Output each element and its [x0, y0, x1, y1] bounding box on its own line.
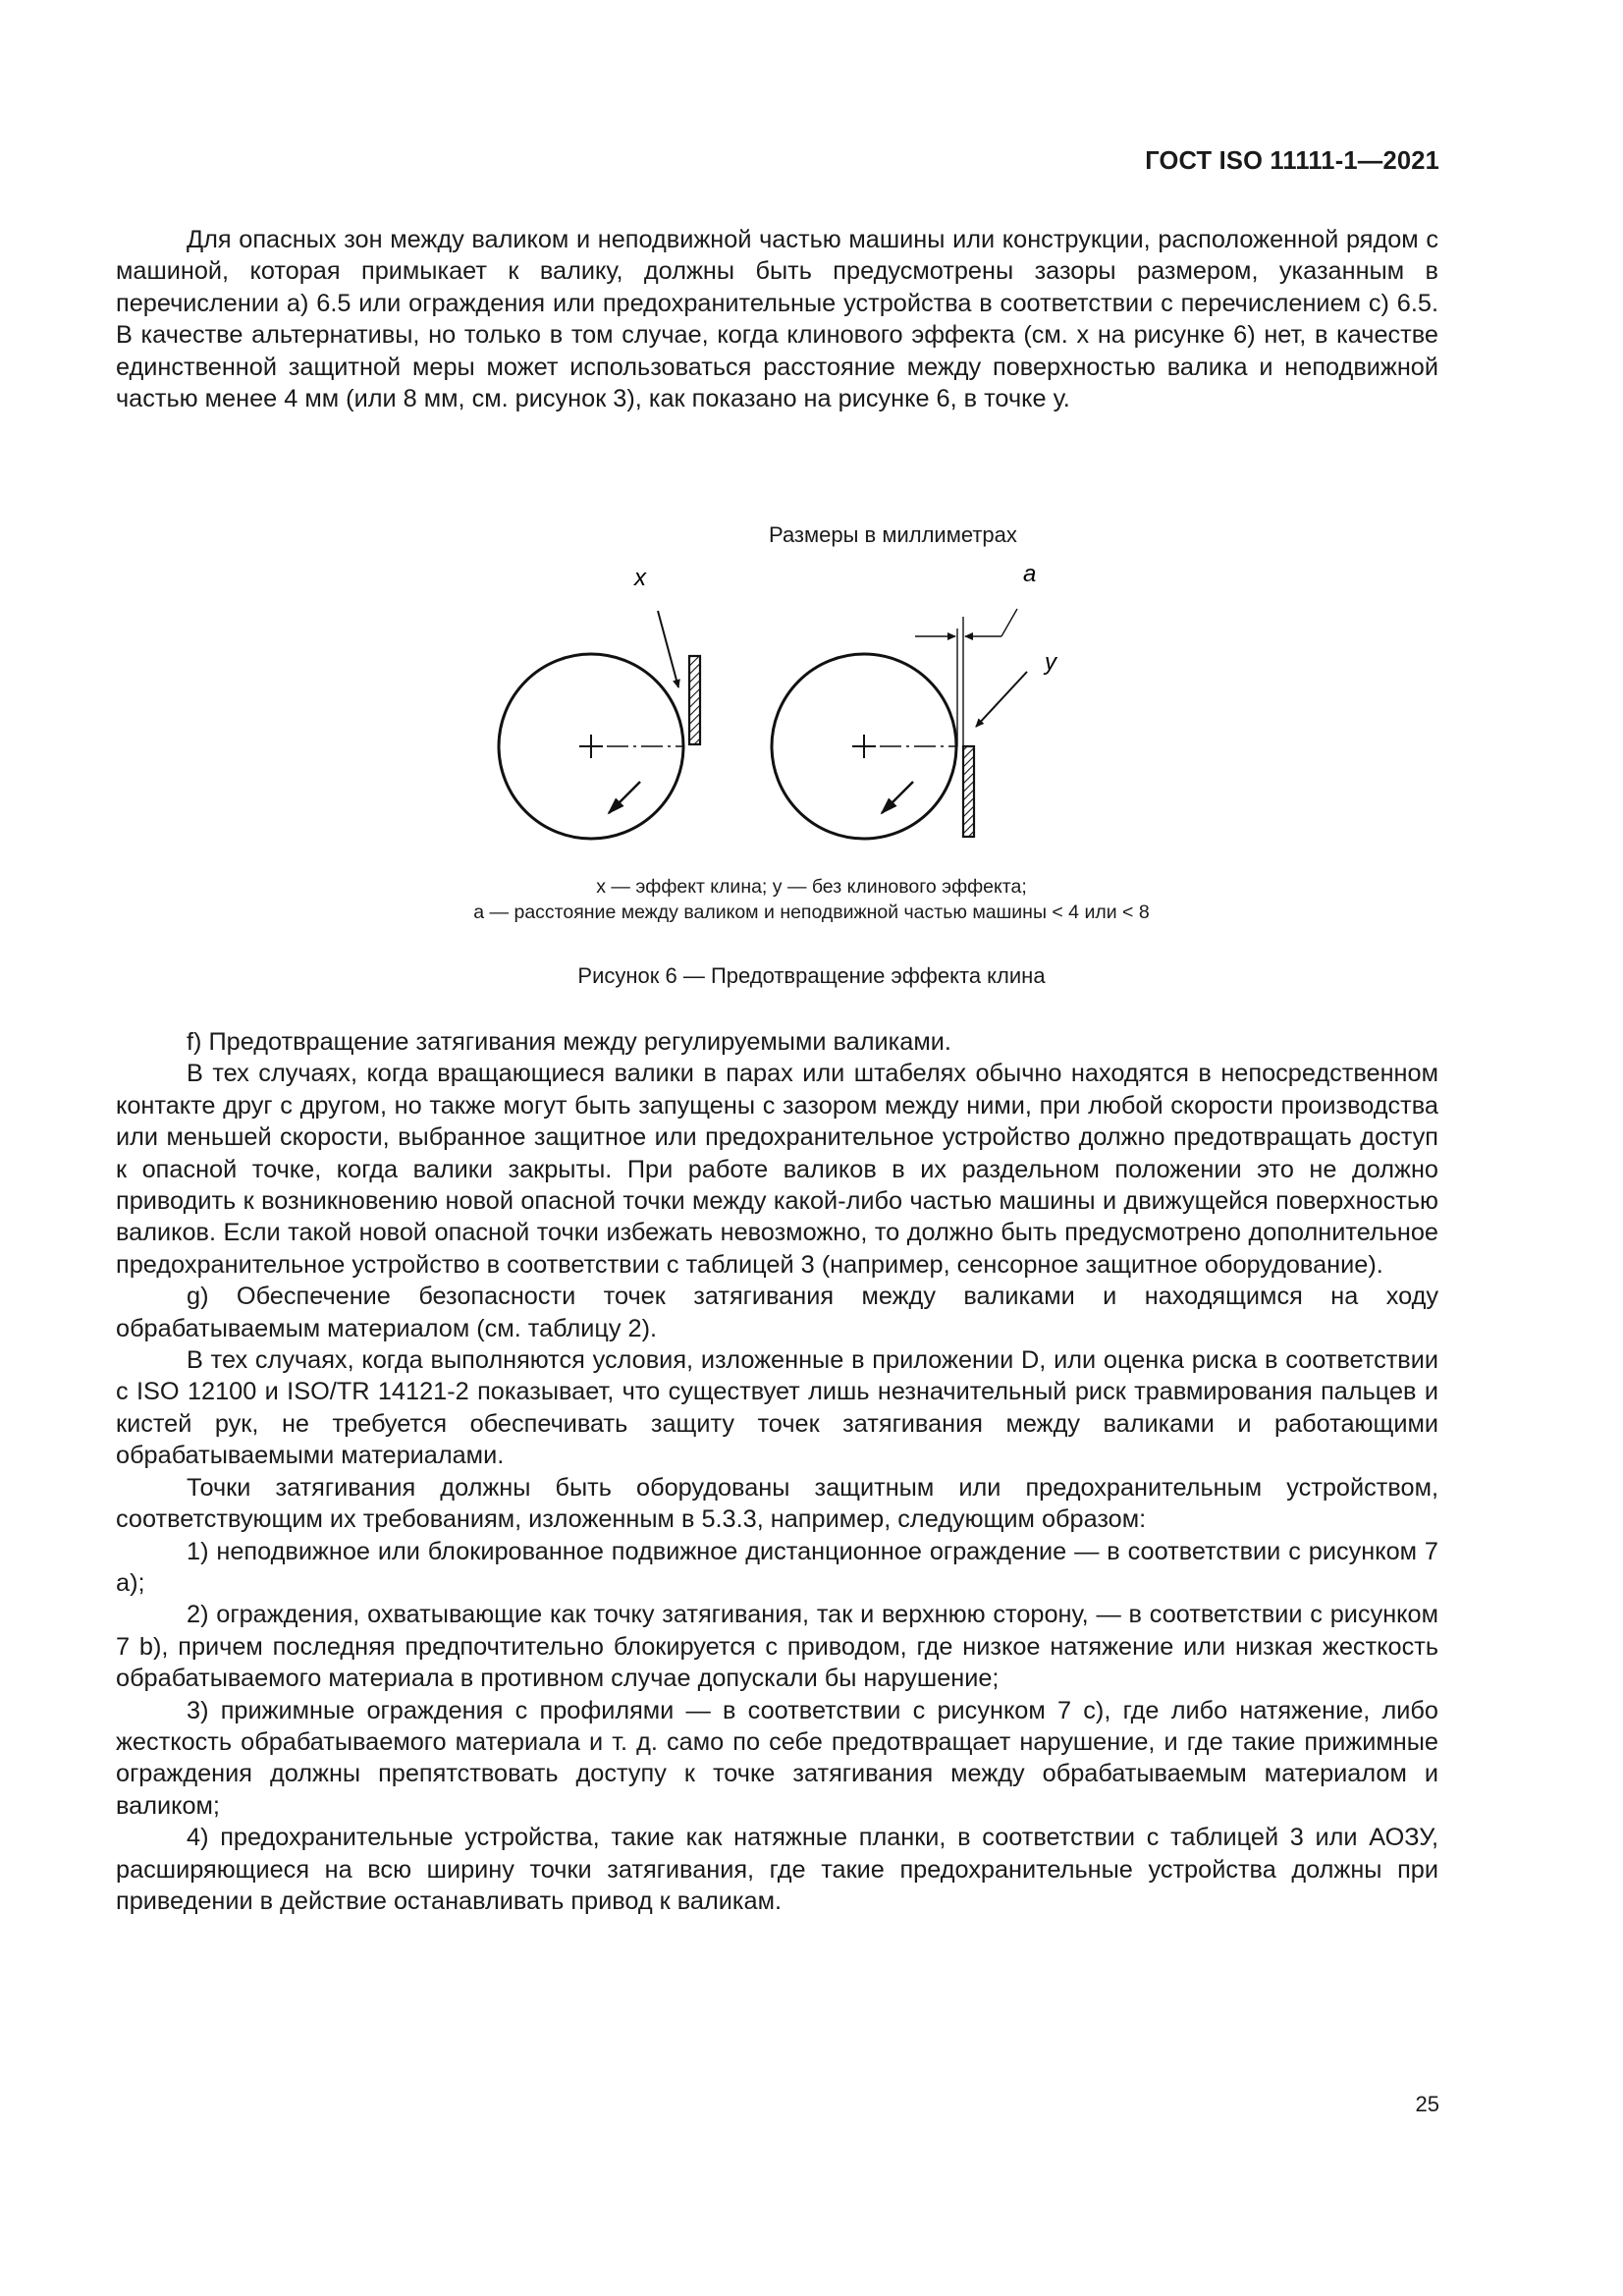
figure-units-note: Размеры в миллиметрах: [769, 522, 1017, 547]
fixed-part-right: [963, 746, 974, 837]
dimension-a: [915, 609, 1017, 746]
fixed-part-left: [689, 656, 700, 744]
paragraph: В тех случаях, когда выполняются условия, изложенные в приложении D, или оценка риска в соответствии с ISO 12100 и ISO/TR 14121-2 показывает, что существует лишь незначительный риск травмирования пальцев и кистей рук, не требуется обеспечивать защиту точек затягивания между валиками и работающими обрабатываемыми материалами.: [116, 1346, 1438, 1470]
label-y: y: [1045, 649, 1056, 676]
list-item: 3) прижимные ограждения с профилями — в соответствии с рисунком 7 с), где либо натяжение, либо жесткость обрабатываемого материала и т. д. само по себе предотвращает нарушение, и где такие прижимные ограждения должны препятствовать доступу к точке затягивания между обрабатываемым материалом и валиком;: [116, 1696, 1438, 1820]
label-x: x: [634, 565, 646, 591]
list-item: 2) ограждения, охватывающие как точку затягивания, так и верхнюю сторону, — в соответствии с рисунком 7 b), причем последняя предпочтительно блокируется с приводом, где низкое натяжение или низкая жесткость обрабатываемого материала в противном случае допускали бы нарушение;: [116, 1601, 1438, 1693]
arrow-y: [976, 672, 1027, 727]
document-header: ГОСТ ISO 11111-1—2021: [1145, 147, 1439, 175]
label-a: a: [1023, 561, 1037, 587]
figure-title: Рисунок 6 — Предотвращение эффекта клина: [577, 963, 1046, 988]
item-f-heading: f) Предотвращение затягивания между регулируемыми валиками.: [187, 1028, 951, 1056]
item-g-heading: g) Обеспечение безопасности точек затягивания между валиками и находящимся на ходу обрабатываемым материалом (см. таблицу 2).: [116, 1283, 1438, 1342]
intro-paragraph: Для опасных зон между валиком и неподвижной частью машины или конструкции, расположенной рядом с машиной, которая примыкает к валику, должны быть предусмотрены зазоры размером, указанным в перечислении а) 6.5 или ограждения или предохранительные устройства в соответствии с перечислением с) 6.5. В качестве альтернативы, но только в том случае, когда клинового эффекта (см. х на рисунке 6) нет, в качестве единственной защитной меры может использоваться расстояние между поверхностью валика и неподвижной частью менее 4 мм (или 8 мм, см. рисунок 3), как показано на рисунке 6, в точке у.: [116, 226, 1438, 413]
list-item: 1) неподвижное или блокированное подвижное дистанционное ограждение — в соответствии с рисунком 7 а);: [116, 1537, 1438, 1597]
roller-right: [772, 654, 956, 839]
paragraph: Точки затягивания должны быть оборудованы защитным или предохранительным устройством, соответствующим их требованиям, изложенным в 5.3.3, например, следующим образом:: [116, 1473, 1438, 1534]
body-text: [116, 1026, 1438, 1917]
figure-6-diagram: [471, 550, 1100, 864]
arrow-x: [658, 611, 678, 687]
page-number: 25: [1415, 2092, 1439, 2116]
figure-legend-line-2: a — расстояние между валиком и неподвижной частью машины < 4 или < 8: [473, 902, 1150, 923]
list-item: 4) предохранительные устройства, такие как натяжные планки, в соответствии с таблицей 3 или АОЗУ, расширяющиеся на всю ширину точки затягивания, где такие предохранительные устройства должны при приведении в действие останавливать привод к валикам.: [116, 1824, 1438, 1915]
paragraph: В тех случаях, когда вращающиеся валики в парах или штабелях обычно находятся в непосредственном контакте друг с другом, но также могут быть запущены с зазором между ними, при любой скорости производства или меньшей скорости, выбранное защитное или предохранительное устройство должно предотвращать доступ к опасной точке, когда валики закрыты. При работе валиков в их раздельном положении это не должно приводить к возникновению новой опасной точки между какой-либо частью машины и движущейся поверхностью валиков. Если такой новой опасной точки избежать невозможно, то должно быть предусмотрено дополнительное предохранительное устройство в соответствии с таблицей 3 (например, сенсорное защитное оборудование).: [116, 1060, 1438, 1279]
roller-left: [499, 654, 683, 839]
figure-legend: [0, 874, 1623, 925]
figure-legend-line-1: x — эффект клина; y — без клинового эффекта;: [596, 876, 1027, 898]
